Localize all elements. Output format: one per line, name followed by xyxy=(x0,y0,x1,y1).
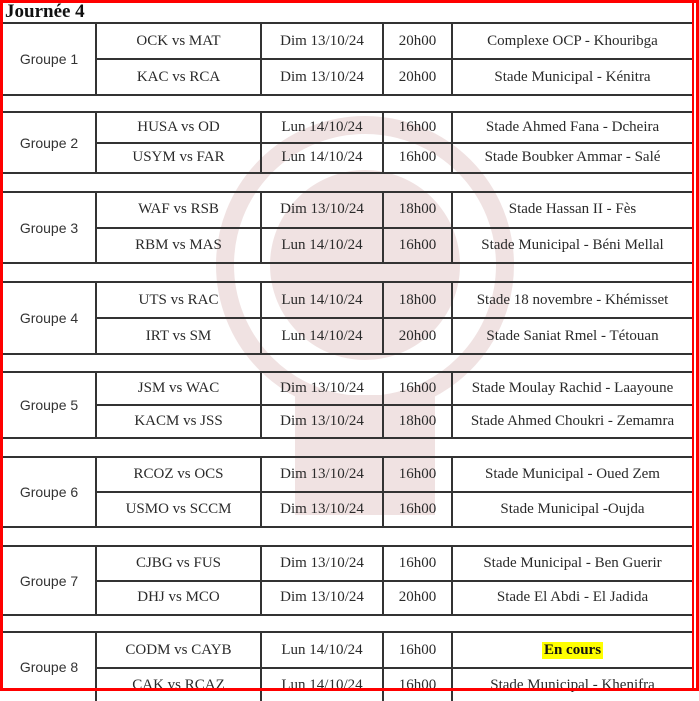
match-date: Dim 13/10/24 xyxy=(262,193,384,227)
match-time: 16h00 xyxy=(384,493,453,526)
match-teams: OCK vs MAT xyxy=(97,24,262,58)
match-row xyxy=(97,113,692,142)
match-row xyxy=(97,373,692,404)
match-date: Dim 13/10/24 xyxy=(262,373,384,404)
match-venue: Stade Ahmed Choukri - Zemamra xyxy=(470,413,675,429)
match-row xyxy=(97,547,692,580)
match-row xyxy=(97,580,692,615)
match-teams: RBM vs MAS xyxy=(97,229,262,263)
match-teams: JSM vs WAC xyxy=(97,373,262,404)
match-teams: HUSA vs OD xyxy=(97,113,262,142)
match-time: 18h00 xyxy=(384,283,453,317)
match-row xyxy=(97,283,692,317)
match-time: 20h00 xyxy=(384,582,453,615)
match-venue: Stade Hassan II - Fès xyxy=(508,201,637,218)
match-row xyxy=(97,317,692,353)
match-date: Lun 14/10/24 xyxy=(262,669,384,701)
match-row xyxy=(97,24,692,58)
match-date: Lun 14/10/24 xyxy=(262,283,384,317)
match-venue: Complexe OCP - Khouribga xyxy=(487,32,658,49)
match-time: 16h00 xyxy=(384,229,453,263)
match-date: Lun 14/10/24 xyxy=(262,633,384,667)
match-time: 20h00 xyxy=(384,60,453,94)
match-date: Lun 14/10/24 xyxy=(262,319,384,353)
match-teams: IRT vs SM xyxy=(97,319,262,353)
red-frame-right-edge xyxy=(692,0,694,691)
group-block-7 xyxy=(3,545,692,616)
match-time: 16h00 xyxy=(384,669,453,701)
match-date: Lun 14/10/24 xyxy=(262,144,384,173)
match-teams: CAK vs RCAZ xyxy=(97,669,262,701)
group-label: Groupe 2 xyxy=(3,113,97,172)
match-teams: UTS vs RAC xyxy=(97,283,262,317)
match-time: 18h00 xyxy=(384,193,453,227)
match-date: Lun 14/10/24 xyxy=(262,229,384,263)
match-date: Dim 13/10/24 xyxy=(262,582,384,615)
group-label: Groupe 5 xyxy=(3,373,97,437)
match-row xyxy=(97,227,692,263)
match-venue: Stade Municipal -Oujda xyxy=(500,501,645,517)
match-row xyxy=(97,58,692,94)
match-venue-status xyxy=(453,633,692,667)
match-time: 16h00 xyxy=(384,458,453,491)
match-venue: Stade Municipal - Kénitra xyxy=(494,68,651,85)
match-venue: Stade Municipal - Oued Zem xyxy=(485,466,660,482)
match-row xyxy=(97,458,692,491)
group-label: Groupe 3 xyxy=(3,193,97,262)
match-time: 16h00 xyxy=(384,113,453,142)
match-venue: Stade Municipal - Khenifra xyxy=(490,676,655,693)
match-time: 16h00 xyxy=(384,547,453,580)
match-teams: CJBG vs FUS xyxy=(97,547,262,580)
match-venue: Stade 18 novembre - Khémisset xyxy=(476,291,669,308)
match-date: Dim 13/10/24 xyxy=(262,493,384,526)
group-label: Groupe 1 xyxy=(3,24,97,94)
match-teams: CODM vs CAYB xyxy=(97,633,262,667)
match-teams: KAC vs RCA xyxy=(97,60,262,94)
group-label: Groupe 6 xyxy=(3,458,97,526)
match-time: 20h00 xyxy=(384,24,453,58)
group-block-4 xyxy=(3,281,692,355)
match-date: Dim 13/10/24 xyxy=(262,547,384,580)
group-label: Groupe 8 xyxy=(3,633,97,701)
match-row xyxy=(97,142,692,173)
match-time: 18h00 xyxy=(384,406,453,437)
match-time: 20h00 xyxy=(384,319,453,353)
group-block-6 xyxy=(3,456,692,528)
match-time: 16h00 xyxy=(384,633,453,667)
group-block-1 xyxy=(3,22,692,96)
group-label: Groupe 7 xyxy=(3,547,97,614)
match-teams: RCOZ vs OCS xyxy=(97,458,262,491)
match-venue: Stade Boubker Ammar - Salé xyxy=(484,149,661,166)
match-venue: Stade Municipal - Béni Mellal xyxy=(481,236,664,253)
match-teams: KACM vs JSS xyxy=(97,406,262,437)
match-date: Dim 13/10/24 xyxy=(262,406,384,437)
group-label: Groupe 4 xyxy=(3,283,97,353)
match-teams: USMO vs SCCM xyxy=(97,493,262,526)
match-venue: Stade Municipal - Ben Guerir xyxy=(483,554,662,571)
match-row xyxy=(97,667,692,701)
group-block-3 xyxy=(3,191,692,264)
match-teams: WAF vs RSB xyxy=(97,193,262,227)
match-venue: Stade Moulay Rachid - Laayoune xyxy=(471,380,674,396)
in-progress-badge: En cours xyxy=(543,641,602,658)
match-teams: DHJ vs MCO xyxy=(97,582,262,615)
page-title: Journée 4 xyxy=(5,1,85,22)
match-date: Lun 14/10/24 xyxy=(262,113,384,142)
match-venue: Stade Ahmed Fana - Dcheira xyxy=(485,118,660,135)
match-venue: Stade El Abdi - El Jadida xyxy=(496,589,649,606)
match-date: Dim 13/10/24 xyxy=(262,458,384,491)
match-row xyxy=(97,491,692,526)
group-block-2 xyxy=(3,111,692,174)
match-teams: USYM vs FAR xyxy=(97,144,262,173)
match-row xyxy=(97,404,692,437)
match-time: 16h00 xyxy=(384,373,453,404)
match-row xyxy=(97,633,692,667)
match-date: Dim 13/10/24 xyxy=(262,24,384,58)
match-venue: Stade Saniat Rmel - Tétouan xyxy=(486,327,659,344)
group-block-5 xyxy=(3,371,692,439)
match-row xyxy=(97,193,692,227)
match-time: 16h00 xyxy=(384,144,453,173)
match-date: Dim 13/10/24 xyxy=(262,60,384,94)
